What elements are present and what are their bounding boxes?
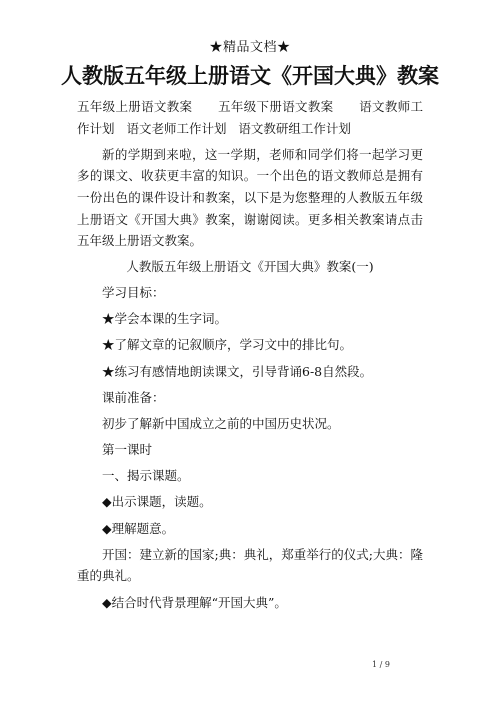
- prep-text: 初步了解新中国成立之前的中国历史状况。: [102, 415, 340, 431]
- section-title: 人教版五年级上册语文《开国大典》教案(一): [126, 258, 374, 274]
- goal-item: ★学会本课的生字词。: [102, 311, 228, 327]
- related-link-1[interactable]: 五年级上册语文教案: [77, 99, 193, 114]
- related-link-4[interactable]: 语文老师工作计划: [126, 120, 227, 136]
- related-link-3[interactable]: 语文教师工作计划: [77, 99, 423, 136]
- goal-item: ★了解文章的记叙顺序，学习文中的排比句。: [102, 337, 353, 353]
- related-link-5[interactable]: 语文教研组工作计划: [238, 120, 351, 136]
- step-item: ◆理解题意。: [102, 520, 175, 536]
- context-paragraph: ◆结合时代背景理解“开国大典”。: [102, 594, 287, 610]
- step-heading: 一、揭示课题。: [102, 468, 190, 484]
- goals-label: 学习目标：: [102, 284, 165, 300]
- header-mark: ★精品文档★: [209, 40, 291, 55]
- goal-item: ★练习有感情地朗读课文，引导背诵6-8自然段。: [102, 363, 373, 379]
- related-link-2[interactable]: 五年级下册语文教案: [218, 99, 334, 114]
- document-title: 人教版五年级上册语文《开国大典》教案: [61, 63, 439, 88]
- step-item: ◆出示课题，读题。: [102, 494, 212, 510]
- lesson-heading: 第一课时: [102, 442, 153, 458]
- related-links: [77, 96, 423, 139]
- page-number: 1 / 9: [372, 660, 390, 669]
- definition-paragraph: 开国：建立新的国家;典：典礼，郑重举行的仪式;大典：隆重的典礼。: [77, 546, 423, 584]
- intro-paragraph: 新的学期到来啦，这一学期，老师和同学们将一起学习更多的课文、收获更丰富的知识。一个出色的语文教师总是拥有一份出色的课件设计和教案，以下是为您整理的人教版五年级上册语文《开国大典》教案，谢谢阅读。更多相关教案请点击五年级上册语文教案。: [77, 146, 423, 249]
- prep-label: 课前准备：: [102, 389, 165, 405]
- document-body: [77, 96, 423, 613]
